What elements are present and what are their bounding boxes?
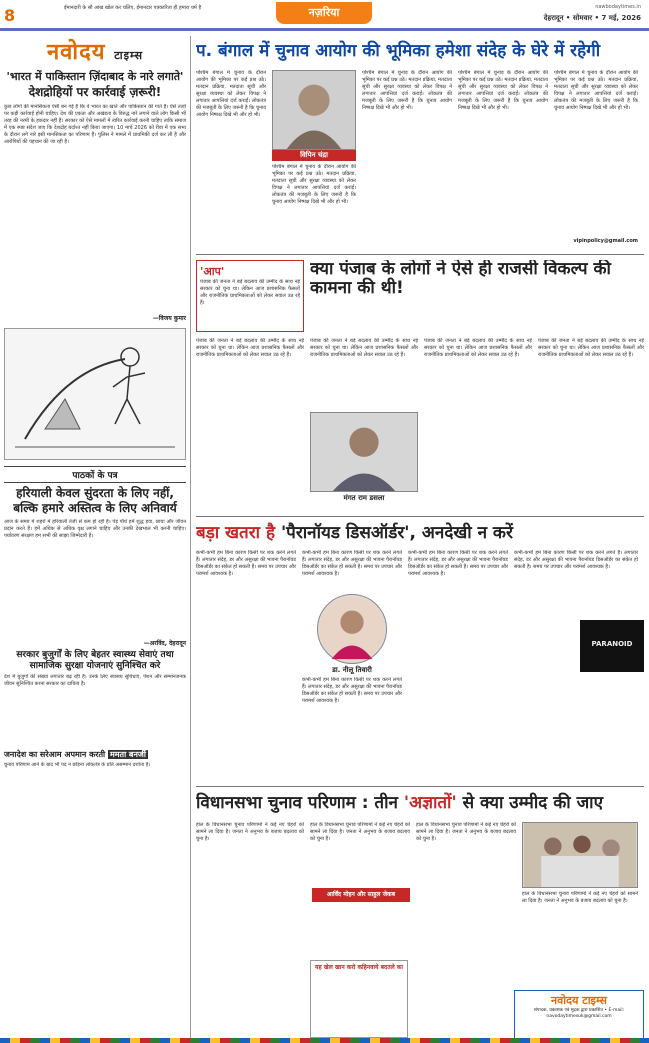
article2-columns — [196, 338, 644, 514]
article1-col4: पश्चिम बंगाल में चुनाव के दौरान आयोग की भूमिका पर कई प्रश्न उठे। मतदान प्रक्रिया, मतदाता सूची और सुरक्षा व्यवस्था को लेकर विपक्ष ने लगातार आपत्तियां दर्ज कराईं। लोकतंत्र की मजबूती के लिए जरूरी है कि चुनाव आयोग निष्पक्ष दिखे भी और हो भी। — [458, 70, 548, 111]
letters-section-heading: पाठकों के पत्र — [4, 466, 186, 483]
letter2-headline: सरकार बुजुर्गों के लिए बेहतर स्वास्थ्य सेवाएं तथा सामाजिक सुरक्षा योजनाएं सुनिश्चित करे — [16, 650, 174, 671]
article3-author-photo — [317, 594, 387, 664]
letter-signature: —अरविंद, देहरादून — [143, 640, 186, 647]
poem-heading: यह खेल खान करो कहिनवाये बदतले का — [315, 964, 403, 971]
article-divider — [196, 786, 644, 787]
color-registration-strip — [0, 1038, 649, 1043]
letter-headline — [4, 486, 186, 516]
article2-author: मंगत राम डसला — [343, 494, 385, 502]
paranoid-illustration: PARANOID — [580, 620, 644, 672]
article1-col5-text: पश्चिम बंगाल में चुनाव के दौरान आयोग की भूमिका पर कई प्रश्न उठे। मतदान प्रक्रिया, मतदाता सूची और सुरक्षा व्यवस्था को लेकर विपक्ष ने लगातार आपत्तियां दर्ज कराईं। लोकतंत्र की मजबूती के लिए जरूरी है कि चुनाव आयोग निष्पक्ष दिखे भी और हो भी। — [554, 70, 638, 111]
imprint-meta: संपादक, प्रकाशक एवं मुद्रक द्वारा प्रकाशित • E-mail: navodaytimesuk@gmail.com — [533, 1008, 625, 1019]
header-rule — [0, 28, 649, 31]
author-portrait-icon — [311, 413, 417, 491]
page-header — [0, 0, 649, 30]
lead-subheadline: देशद्रोहियों पर कार्रवाई ज़रूरी! — [28, 85, 162, 99]
dateline: देहरादून • सोमवार • 7 मई, 2026 — [543, 14, 641, 22]
voters-photo-icon — [523, 823, 637, 887]
article4-headline-lead: विधानसभा चुनाव परिणाम : तीन — [196, 793, 398, 813]
lead-byline: —विजय कुमार — [152, 315, 186, 322]
letter-headline-line1: हरियाली केवल सुंदरता के लिए नहीं, — [16, 486, 174, 500]
article2-headline: क्या पंजाब के लोगों ने ऐसे ही राजसी विकल्प की कामना की थी! — [310, 260, 611, 298]
article1-col3: पश्चिम बंगाल में चुनाव के दौरान आयोग की भूमिका पर कई प्रश्न उठे। मतदान प्रक्रिया, मतदाता सूची और सुरक्षा व्यवस्था को लेकर विपक्ष ने लगातार आपत्तियां दर्ज कराईं। लोकतंत्र की मजबूती के लिए जरूरी है कि चुनाव आयोग निष्पक्ष दिखे भी और हो भी। — [362, 70, 452, 111]
article3-photo-col — [302, 550, 402, 782]
site-address: nawbodaytimes.in — [595, 4, 641, 10]
article1-author-photo — [272, 70, 356, 150]
article4-headline-accent: 'अज्ञातों' — [403, 793, 457, 813]
letter3-headline — [4, 749, 186, 760]
article3-col2-text: कभी-कभी हम बिना कारण किसी पर शक करने लगते हैं। लगातार संदेह, डर और असुरक्षा की भावना पैरानॉयड डिसऑर्डर का संकेत हो सकती है। समय पर उपचार और परामर्श आवश्यक है। — [302, 550, 402, 577]
article4-col2: हाल के विधानसभा चुनाव परिणामों ने कई नए चेहरों को सामने ला दिया है। जनता ने अनुभव के बजाय बदलाव को चुना है। — [310, 822, 410, 842]
article1-photo-col — [272, 70, 356, 250]
article4-col4-text: हाल के विधानसभा चुनाव परिणामों ने कई नए चेहरों को सामने ला दिया है। जनता ने अनुभव के बजाय बदलाव को चुना है। — [522, 891, 638, 904]
article2-quote-box — [196, 260, 304, 332]
article2-col3: पंजाब की जनता ने बड़े बदलाव की उम्मीद के साथ नई सरकार को चुना था। लेकिन आज प्रशासनिक फैसलों और राजनीतिक प्राथमिकताओं को लेकर सवाल उठ रहे हैं। — [424, 338, 532, 358]
article3-author: डा. नीलू तिवारी — [332, 666, 372, 674]
article3-col2-more: कभी-कभी हम बिना कारण किसी पर शक करने लगते हैं। लगातार संदेह, डर और असुरक्षा की भावना पैरानॉयड डिसऑर्डर का संकेत हो सकती है। समय पर उपचार और परामर्श आवश्यक है। — [302, 677, 402, 704]
letter3-headline-highlight: ममता बनर्जी — [109, 750, 146, 759]
article1-columns — [196, 70, 644, 250]
letter3-body: चुनाव परिणाम आने के बाद भी पद न छोड़ना लोकतंत्र के प्रति असम्मान दर्शाता है। — [4, 762, 151, 768]
article4-col3: हाल के विधानसभा चुनाव परिणामों ने कई नए चेहरों को सामने ला दिया है। जनता ने अनुभव के बजाय बदलाव को चुना है। — [416, 822, 516, 842]
article1-col2: पश्चिम बंगाल में चुनाव के दौरान आयोग की भूमिका पर कई प्रश्न उठे। मतदान प्रक्रिया, मतदाता सूची और सुरक्षा व्यवस्था को लेकर विपक्ष ने लगातार आपत्तियां दर्ज कराईं। लोकतंत्र की मजबूती के लिए जरूरी है कि चुनाव आयोग निष्पक्ष दिखे भी और हो भी। — [272, 164, 356, 205]
article1-col1: पश्चिम बंगाल में चुनाव के दौरान आयोग की भूमिका पर कई प्रश्न उठे। मतदान प्रक्रिया, मतदाता सूची और सुरक्षा व्यवस्था को लेकर विपक्ष ने लगातार आपत्तियां दर्ज कराईं। लोकतंत्र की मजबूती के लिए जरूरी है कि चुनाव आयोग निष्पक्ष दिखे भी और हो भी। — [196, 70, 266, 118]
article4-photo-col — [522, 822, 638, 986]
article2-quote: 'आप' — [200, 265, 225, 278]
article1-col5 — [554, 70, 638, 250]
cartoon-drawing — [5, 329, 185, 459]
article4-headline — [196, 790, 644, 820]
article2-col1: पंजाब की जनता ने बड़े बदलाव की उम्मीद के साथ नई सरकार को चुना था। लेकिन आज प्रशासनिक फैसलों और राजनीतिक प्राथमिकताओं को लेकर सवाल उठ रहे हैं। — [196, 338, 304, 358]
article3-col3: कभी-कभी हम बिना कारण किसी पर शक करने लगते हैं। लगातार संदेह, डर और असुरक्षा की भावना पैरानॉयड डिसऑर्डर का संकेत हो सकती है। समय पर उपचार और परामर्श आवश्यक है। — [408, 550, 508, 577]
article2-col4: पंजाब की जनता ने बड़े बदलाव की उम्मीद के साथ नई सरकार को चुना था। लेकिन आज प्रशासनिक फैसलों और राजनीतिक प्राथमिकताओं को लेकर सवाल उठ रहे हैं। — [538, 338, 644, 358]
author-portrait-icon — [318, 595, 386, 663]
motto-text: ईमानदारी के सौ आंख खोल कर चलिए, ईमानदार पत्रकारिता ही हमारा धर्म है — [64, 5, 202, 11]
article4-photo — [522, 822, 638, 888]
article1-photo-caption: विपिन चंद्रा — [272, 150, 356, 161]
letter3-headline-text: जनादेश का सरेआम अपमान करती — [4, 750, 106, 759]
article2-photo-col — [310, 338, 418, 514]
article3-columns — [196, 550, 644, 782]
article1-headline: प. बंगाल में चुनाव आयोग की भूमिका हमेशा संदेह के घेरे में रहेगी — [196, 41, 601, 61]
article-divider — [196, 254, 644, 255]
article1-author-email: vipinpolicy@gmail.com — [573, 238, 638, 244]
imprint-box — [514, 990, 644, 1040]
article-divider — [196, 516, 644, 517]
author-portrait-icon — [273, 71, 355, 149]
imprint-brand: नवोदय टाइम्स — [551, 994, 607, 1007]
section-heading: नज़रिया — [276, 2, 372, 24]
article4-headline-rest: से क्या उम्मीद की जाए — [462, 793, 603, 813]
masthead-suffix: टाइम्स — [114, 49, 144, 62]
page-number: 8 — [4, 6, 16, 25]
article2-col2-text: पंजाब की जनता ने बड़े बदलाव की उम्मीद के साथ नई सरकार को चुना था। लेकिन आज प्रशासनिक फैसलों और राजनीतिक प्राथमिकताओं को लेकर सवाल उठ रहे हैं। — [310, 338, 418, 358]
left-column — [4, 36, 186, 1040]
masthead — [4, 36, 186, 66]
masthead-title: नवोदय — [46, 40, 106, 65]
poem-box — [310, 960, 408, 1038]
column-divider — [190, 36, 191, 1040]
article3-col1: कभी-कभी हम बिना कारण किसी पर शक करने लगते हैं। लगातार संदेह, डर और असुरक्षा की भावना पैरानॉयड डिसऑर्डर का संकेत हो सकती है। समय पर उपचार और परामर्श आवश्यक है। — [196, 550, 296, 577]
article4-columns — [196, 822, 644, 986]
article3-col4: कभी-कभी हम बिना कारण किसी पर शक करने लगते हैं। लगातार संदेह, डर और असुरक्षा की भावना पैरानॉयड डिसऑर्डर का संकेत हो सकती है। समय पर उपचार और परामर्श आवश्यक है। — [514, 550, 638, 570]
article2-quote-text: पंजाब की जनता ने बड़े बदलाव की उम्मीद के साथ नई सरकार को चुना था। लेकिन आज प्रशासनिक फैसलों और राजनीतिक प्राथमिकताओं को लेकर सवाल उठ रहे हैं। — [200, 279, 300, 306]
letter2-body: देश में बुजुर्गों की संख्या लगातार बढ़ रही है। उनके लिए स्वास्थ्य सुविधाएं, पेंशन और सम्मानजनक जीवन सुनिश्चित करना सरकार का दायित्व है। — [4, 674, 186, 687]
article3-headline-lead: बड़ा खतरा है — [196, 523, 276, 543]
cartoon-image — [4, 328, 186, 460]
letter-headline-line2: बल्कि हमारे अस्तित्व के लिए अनिवार्य — [13, 501, 177, 515]
article4-authors: आर्विंद मोहन और साहुल जेकब — [312, 888, 410, 902]
article4-col1: हाल के विधानसभा चुनाव परिणामों ने कई नए चेहरों को सामने ला दिया है। जनता ने अनुभव के बजाय बदलाव को चुना है। — [196, 822, 304, 842]
letter-body: आज के समय में शहरों में हरियाली तेजी से कम हो रही है। पेड़ पौधे हमें शुद्ध हवा, छाया और जीवन प्रदान करते हैं। हमें अधिक से अधिक वृक्ष लगाने चाहिए और उनकी देखभाल भी करनी चाहिए। पर्यावरण संरक्षण हम सभी की साझा जिम्मेदारी है। — [4, 519, 186, 539]
lead-body: कुछ लोगों की मानसिकता ऐसी बन गई है कि वे भारत का खाते और पाकिस्तान की गाते हैं। ऐसे तत्वों पर कड़ी कार्रवाई होनी चाहिए। देश की एकता और अखंडता के विरुद्ध नारे लगाने वाले लोग किसी भी तरह की नरमी के हकदार नहीं हैं। सरकार को ऐसे मामलों में त्वरित कार्रवाई करनी चाहिए ताकि समाज में एक स्पष्ट संदेश जाए कि देशद्रोह बर्दाश्त नहीं किया जाएगा। 10 मार्च 2026 को रीवा में एक सभा के दौरान लगे नारे इसी मानसिकता का परिणाम हैं। पुलिस ने मामले में प्राथमिकी दर्ज कर ली है और आरोपियों की पहचान की जा रही है। — [4, 104, 186, 145]
article2-author-photo — [310, 412, 418, 492]
article3-headline-rest: 'पैरानॉयड डिसऑर्डर', अनदेखी न करें — [280, 523, 513, 543]
article3-headline — [196, 520, 644, 546]
lead-headline: 'भारत में पाकिस्तान ज़िंदाबाद के नारे लगाते' — [6, 70, 184, 83]
